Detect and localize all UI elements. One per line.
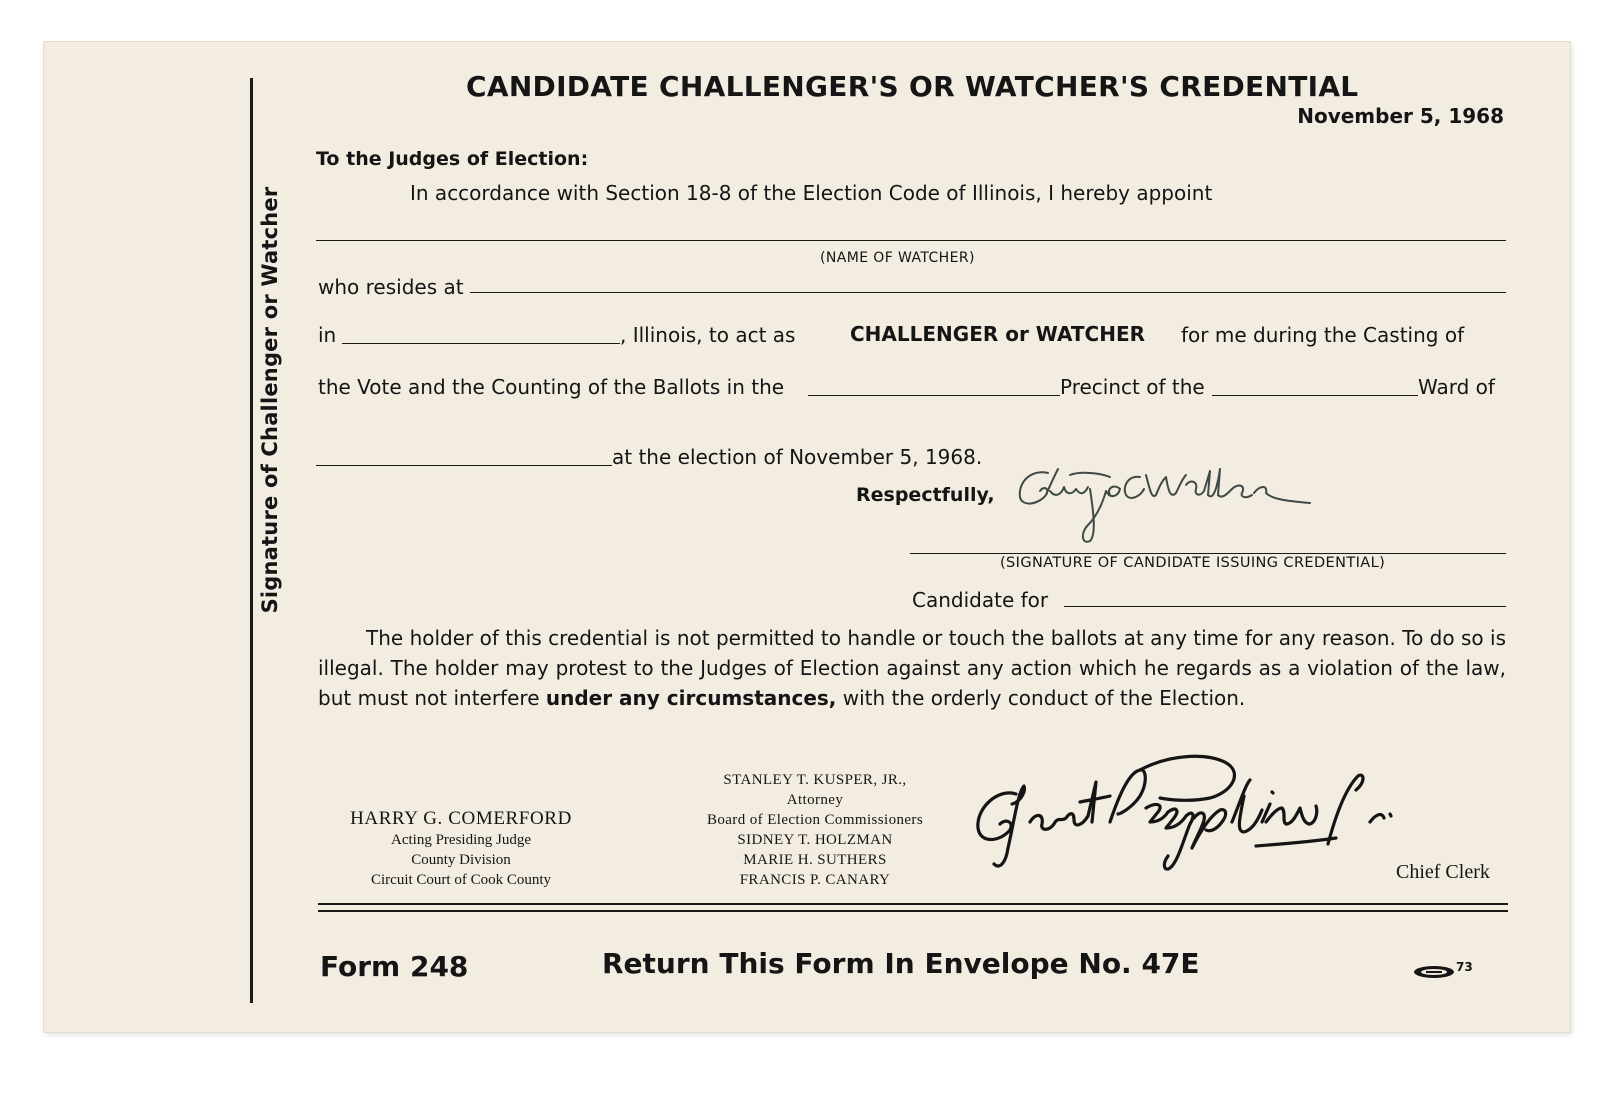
precinct-label: Precinct of the (1060, 375, 1205, 399)
resides-label: who resides at (318, 275, 464, 299)
notice-paragraph (318, 623, 1506, 713)
footer-rule-top (318, 903, 1508, 905)
notice-part1: The holder of this credential is not permitted to handle or touch the ballots at any time for any reason. To do so is illegal. The holder may protest to the Judges of Election against any action which he regards as a violation of the law, but must not interfere (318, 626, 1506, 710)
board-member-3: FRANCIS P. CANARY (739, 872, 891, 888)
board-member-2: MARIE H. SUTHERS (743, 852, 887, 868)
judge-division: County Division (411, 852, 511, 868)
role-text: CHALLENGER or WATCHER (850, 322, 1145, 346)
board-attorney-title: Attorney (786, 792, 844, 808)
notice-bold: under any circumstances, (545, 686, 837, 710)
footer-rule-bottom (318, 910, 1508, 912)
side-signature-label: Signature of Challenger or Watcher (258, 186, 282, 614)
judge-name: HARRY G. COMERFORD (350, 808, 572, 829)
salutation: To the Judges of Election: (316, 148, 589, 170)
ward-field[interactable] (1212, 395, 1418, 396)
precinct-field[interactable] (808, 395, 1060, 396)
clerk-title: Chief Clerk (1396, 861, 1490, 883)
board-member-1: SIDNEY T. HOLZMAN (737, 832, 893, 848)
union-number: 73 (1456, 960, 1473, 974)
ward-label: Ward of (1418, 375, 1495, 399)
signature-caption: (SIGNATURE OF CANDIDATE ISSUING CREDENTIAL) (1000, 555, 1386, 571)
form-number: Form 248 (320, 950, 469, 983)
vote-text: the Vote and the Counting of the Ballots in the (318, 375, 785, 399)
in-label: in (318, 323, 337, 347)
intro-text: In accordance with Section 18-8 of the Election Code of Illinois, I hereby appoint (410, 181, 1213, 205)
address-field[interactable] (470, 292, 1506, 293)
for-me-text: for me during the Casting of (1181, 323, 1465, 347)
board-attorney-name: STANLEY T. KUSPER, JR., (723, 772, 907, 788)
watcher-name-field[interactable] (316, 240, 1506, 241)
notice-part2: with the orderly conduct of the Election. (842, 686, 1246, 710)
return-instruction: Return This Form In Envelope No. 47E (602, 947, 1200, 980)
candidate-signature (1010, 455, 1340, 555)
ward-city-field[interactable] (316, 465, 612, 466)
judge-title: Acting Presiding Judge (391, 832, 531, 848)
city-field[interactable] (342, 343, 620, 344)
board-name: Board of Election Commissioners (706, 812, 924, 828)
judge-court: Circuit Court of Cook County (371, 872, 551, 888)
form-title: CANDIDATE CHALLENGER'S OR WATCHER'S CREDENTIAL (466, 70, 1359, 103)
candidate-for-label: Candidate for (912, 588, 1049, 612)
illinois-text: , Illinois, to act as (620, 323, 796, 347)
election-text: at the election of November 5, 1968. (612, 445, 983, 469)
judge-block (316, 808, 606, 890)
signature-rule-vertical (250, 78, 253, 1003)
form-date: November 5, 1968 (1297, 104, 1504, 128)
candidate-for-field[interactable] (1064, 606, 1506, 607)
candidate-signature-line[interactable] (910, 553, 1506, 554)
board-block (670, 770, 960, 890)
watcher-name-caption: (NAME OF WATCHER) (820, 250, 975, 266)
respectfully-text: Respectfully, (856, 484, 995, 506)
